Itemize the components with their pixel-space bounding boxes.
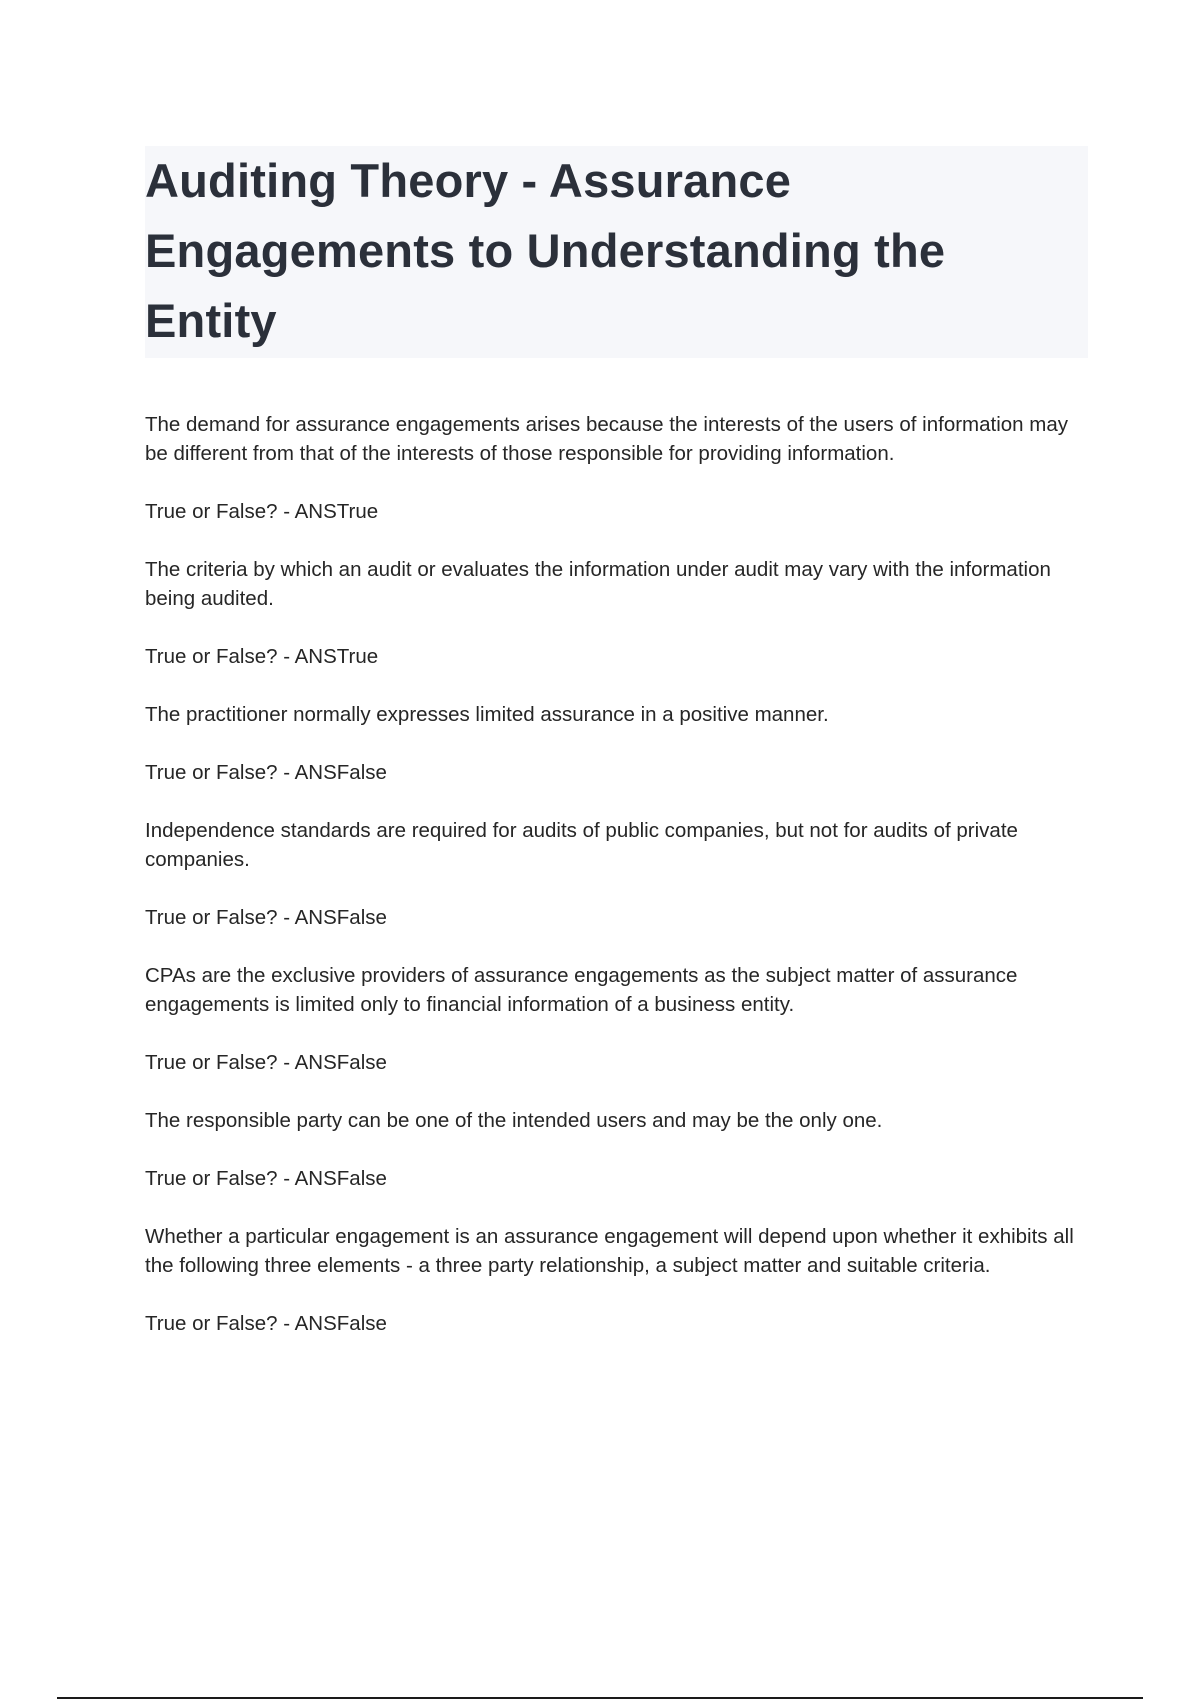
answer-text: True or False? - ANSFalse	[145, 1167, 387, 1190]
question-text: Independence standards are required for audits of public companies, but not for audits of private companies.	[145, 819, 1018, 871]
page-title: Auditing Theory - Assurance Engagements to Understanding the Entity	[145, 154, 946, 347]
title-block	[145, 146, 1088, 358]
footer-divider	[57, 1697, 1143, 1699]
qa-item	[145, 555, 1095, 671]
question-text: The practitioner normally expresses limited assurance in a positive manner.	[145, 703, 829, 726]
answer-text: True or False? - ANSTrue	[145, 500, 379, 523]
qa-item	[145, 410, 1095, 526]
question-text: The demand for assurance engagements arises because the interests of the users of information may be different from that of the interests of those responsible for providing information.	[145, 413, 1069, 465]
answer-text: True or False? - ANSFalse	[145, 761, 387, 784]
question-text: Whether a particular engagement is an assurance engagement will depend upon whether it exhibits all the following three elements - a three party relationship, a subject matter and suitable criteria.	[145, 1225, 1074, 1277]
qa-item	[145, 1106, 1095, 1193]
qa-item	[145, 961, 1095, 1077]
qa-item	[145, 700, 1095, 787]
qa-item	[145, 816, 1095, 932]
answer-text: True or False? - ANSFalse	[145, 1312, 387, 1335]
answer-text: True or False? - ANSFalse	[145, 906, 387, 929]
qa-item	[145, 1222, 1095, 1338]
answer-text: True or False? - ANSFalse	[145, 1051, 387, 1074]
question-text: The responsible party can be one of the intended users and may be the only one.	[145, 1109, 883, 1132]
qa-list	[145, 410, 1095, 1367]
answer-text: True or False? - ANSTrue	[145, 645, 379, 668]
question-text: The criteria by which an audit or evaluates the information under audit may vary with the information being audited.	[145, 558, 1051, 610]
question-text: CPAs are the exclusive providers of assurance engagements as the subject matter of assurance engagements is limited only to financial information of a business entity.	[145, 964, 1018, 1016]
